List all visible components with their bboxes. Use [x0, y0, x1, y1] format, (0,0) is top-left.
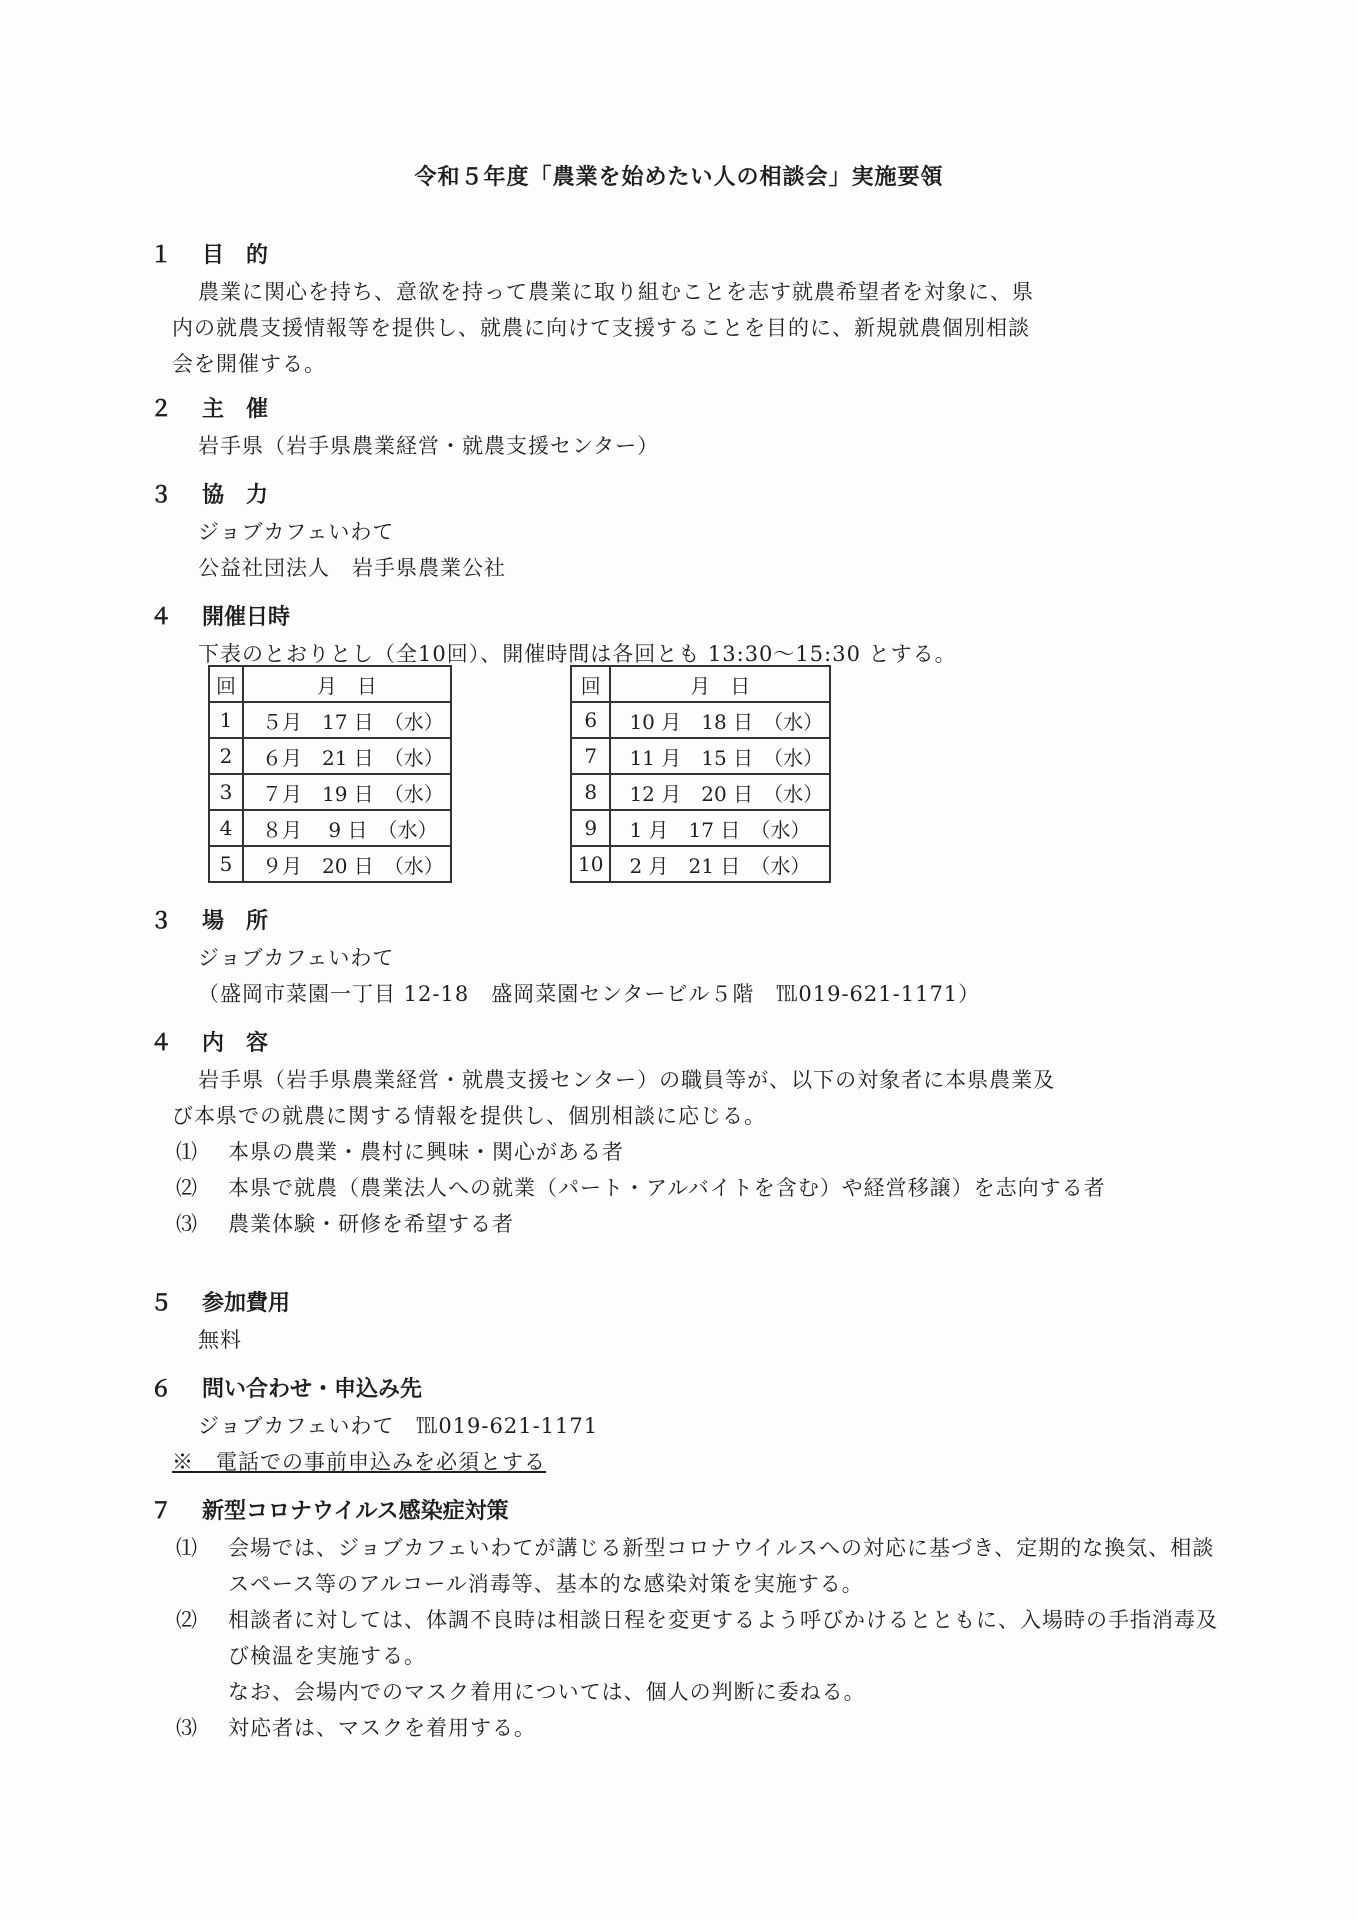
item-marker: ⑵	[176, 1176, 198, 1200]
cell-no: 5	[209, 846, 243, 882]
section-number: ３	[150, 909, 173, 934]
cell-no: 2	[209, 738, 243, 774]
item-text: 相談者に対しては、体調不良時は相談日程を変更するよう呼びかけるとともに、入場時の手指消毒及び検温を実施する。	[228, 1608, 1218, 1668]
section-number: ７	[150, 1499, 173, 1524]
header-no: 回	[209, 666, 243, 702]
body-line: （盛岡市菜園一丁目 12-18 盛岡菜園センタービル５階 ℡019-621-1171）	[198, 982, 981, 1006]
section-heading: 場 所	[202, 909, 269, 934]
table-row	[209, 702, 451, 738]
body-line: 会を開催する。	[172, 352, 326, 376]
section-contact	[150, 1372, 1230, 1480]
table-row	[571, 702, 830, 738]
item-marker: ⑴	[176, 1140, 198, 1164]
section-number: ３	[150, 483, 173, 508]
body-line: 岩手県（岩手県農業経営・就農支援センター）の職員等が、以下の対象者に本県農業及	[198, 1068, 1056, 1092]
list-item	[150, 1710, 1230, 1746]
item-marker: ⑵	[176, 1608, 198, 1632]
section-number: ４	[150, 1031, 173, 1056]
section-heading: 内 容	[202, 1031, 269, 1056]
table-row	[571, 810, 830, 846]
body-line: ジョブカフェいわて ℡019-621-1171	[198, 1414, 599, 1438]
table-row	[209, 738, 451, 774]
cell-no: 3	[209, 774, 243, 810]
cell-no: 7	[571, 738, 610, 774]
header-date: 月 日	[243, 666, 451, 702]
cell-no: 1	[209, 702, 243, 738]
item-marker: ⑶	[176, 1716, 198, 1740]
section-number: ５	[150, 1291, 173, 1316]
body-line: 下表のとおりとし（全10回）、開催時間は各回とも 13:30～15:30 とする。	[198, 642, 957, 666]
item-text: 本県で就農（農業法人への就業（パート・アルバイトを含む）や経営移譲）を志向する者	[228, 1176, 1106, 1200]
item-text: 会場では、ジョブカフェいわてが講じる新型コロナウイルスへの対応に基づき、定期的な換気、相談スペース等のアルコール消毒等、基本的な感染対策を実施する。	[228, 1536, 1215, 1596]
cell-no: 6	[571, 702, 610, 738]
schedule-table-left	[208, 665, 452, 883]
item-text: 農業体験・研修を希望する者	[228, 1212, 514, 1236]
cell-date: 10 月 18 日 （水）	[610, 702, 830, 738]
cell-date: ７月 19 日 （水）	[243, 774, 451, 810]
header-date: 月 日	[610, 666, 830, 702]
cell-date: 2 月 21 日 （水）	[610, 846, 830, 882]
section-heading: 開催日時	[202, 605, 291, 630]
table-row	[209, 810, 451, 846]
body-line: 公益社団法人 岩手県農業公社	[198, 556, 506, 580]
cell-date: ６月 21 日 （水）	[243, 738, 451, 774]
section-schedule	[150, 600, 1230, 672]
section-covid-measures	[150, 1494, 1230, 1746]
section-heading: 新型コロナウイルス感染症対策	[202, 1499, 509, 1524]
table-header-row	[209, 666, 451, 702]
cell-no: 4	[209, 810, 243, 846]
body-line: 農業に関心を持ち、意欲を持って農業に取り組むことを志す就農希望者を対象に、県	[198, 280, 1034, 304]
section-purpose	[150, 238, 1230, 382]
section-content	[150, 1026, 1230, 1242]
item-text: 本県の農業・農村に興味・関心がある者	[228, 1140, 624, 1164]
section-heading: 協 力	[202, 483, 269, 508]
table-row	[571, 846, 830, 882]
body-line: 内の就農支援情報等を提供し、就農に向けて支援することを目的に、新規就農個別相談	[172, 316, 1030, 340]
table-row	[209, 774, 451, 810]
section-number: １	[150, 243, 173, 268]
cell-no: 9	[571, 810, 610, 846]
cell-no: 10	[571, 846, 610, 882]
body-line: ジョブカフェいわて	[198, 520, 395, 544]
section-organizer	[150, 392, 1230, 464]
list-item	[150, 1134, 1230, 1170]
cell-no: 8	[571, 774, 610, 810]
cell-date: 1 月 17 日 （水）	[610, 810, 830, 846]
section-cooperation	[150, 478, 1230, 586]
section-heading: 参加費用	[202, 1291, 291, 1316]
table-header-row	[571, 666, 830, 702]
section-venue	[150, 904, 1230, 1012]
list-item	[150, 1170, 1230, 1206]
document-title: 令和５年度「農業を始めたい人の相談会」実施要領	[414, 165, 944, 190]
application-note: ※ 電話での事前申込みを必須とする	[172, 1450, 546, 1474]
list-item	[150, 1206, 1230, 1242]
header-no: 回	[571, 666, 610, 702]
schedule-table-right	[570, 665, 831, 883]
list-item	[150, 1602, 1230, 1674]
body-line: ジョブカフェいわて	[198, 946, 395, 970]
body-line: 岩手県（岩手県農業経営・就農支援センター）	[198, 434, 660, 458]
table-row	[209, 846, 451, 882]
section-heading: 問い合わせ・申込み先	[202, 1377, 423, 1402]
table-row	[571, 738, 830, 774]
cell-date: 11 月 15 日 （水）	[610, 738, 830, 774]
section-number: ４	[150, 605, 173, 630]
body-line: び本県での就農に関する情報を提供し、個別相談に応じる。	[172, 1104, 766, 1128]
cell-date: ９月 20 日 （水）	[243, 846, 451, 882]
section-number: ２	[150, 397, 173, 422]
section-heading: 主 催	[202, 397, 269, 422]
body-line: 無料	[198, 1328, 242, 1352]
cell-date: ５月 17 日 （水）	[243, 702, 451, 738]
section-heading: 目 的	[202, 243, 269, 268]
cell-date: ８月 9 日 （水）	[243, 810, 451, 846]
body-line: なお、会場内でのマスク着用については、個人の判断に委ねる。	[228, 1680, 866, 1704]
list-item	[150, 1530, 1230, 1602]
cell-date: 12 月 20 日 （水）	[610, 774, 830, 810]
item-marker: ⑶	[176, 1212, 198, 1236]
table-row	[571, 774, 830, 810]
section-fee	[150, 1286, 1230, 1358]
item-text: 対応者は、マスクを着用する。	[228, 1716, 536, 1740]
item-marker: ⑴	[176, 1536, 198, 1560]
section-number: ６	[150, 1377, 173, 1402]
